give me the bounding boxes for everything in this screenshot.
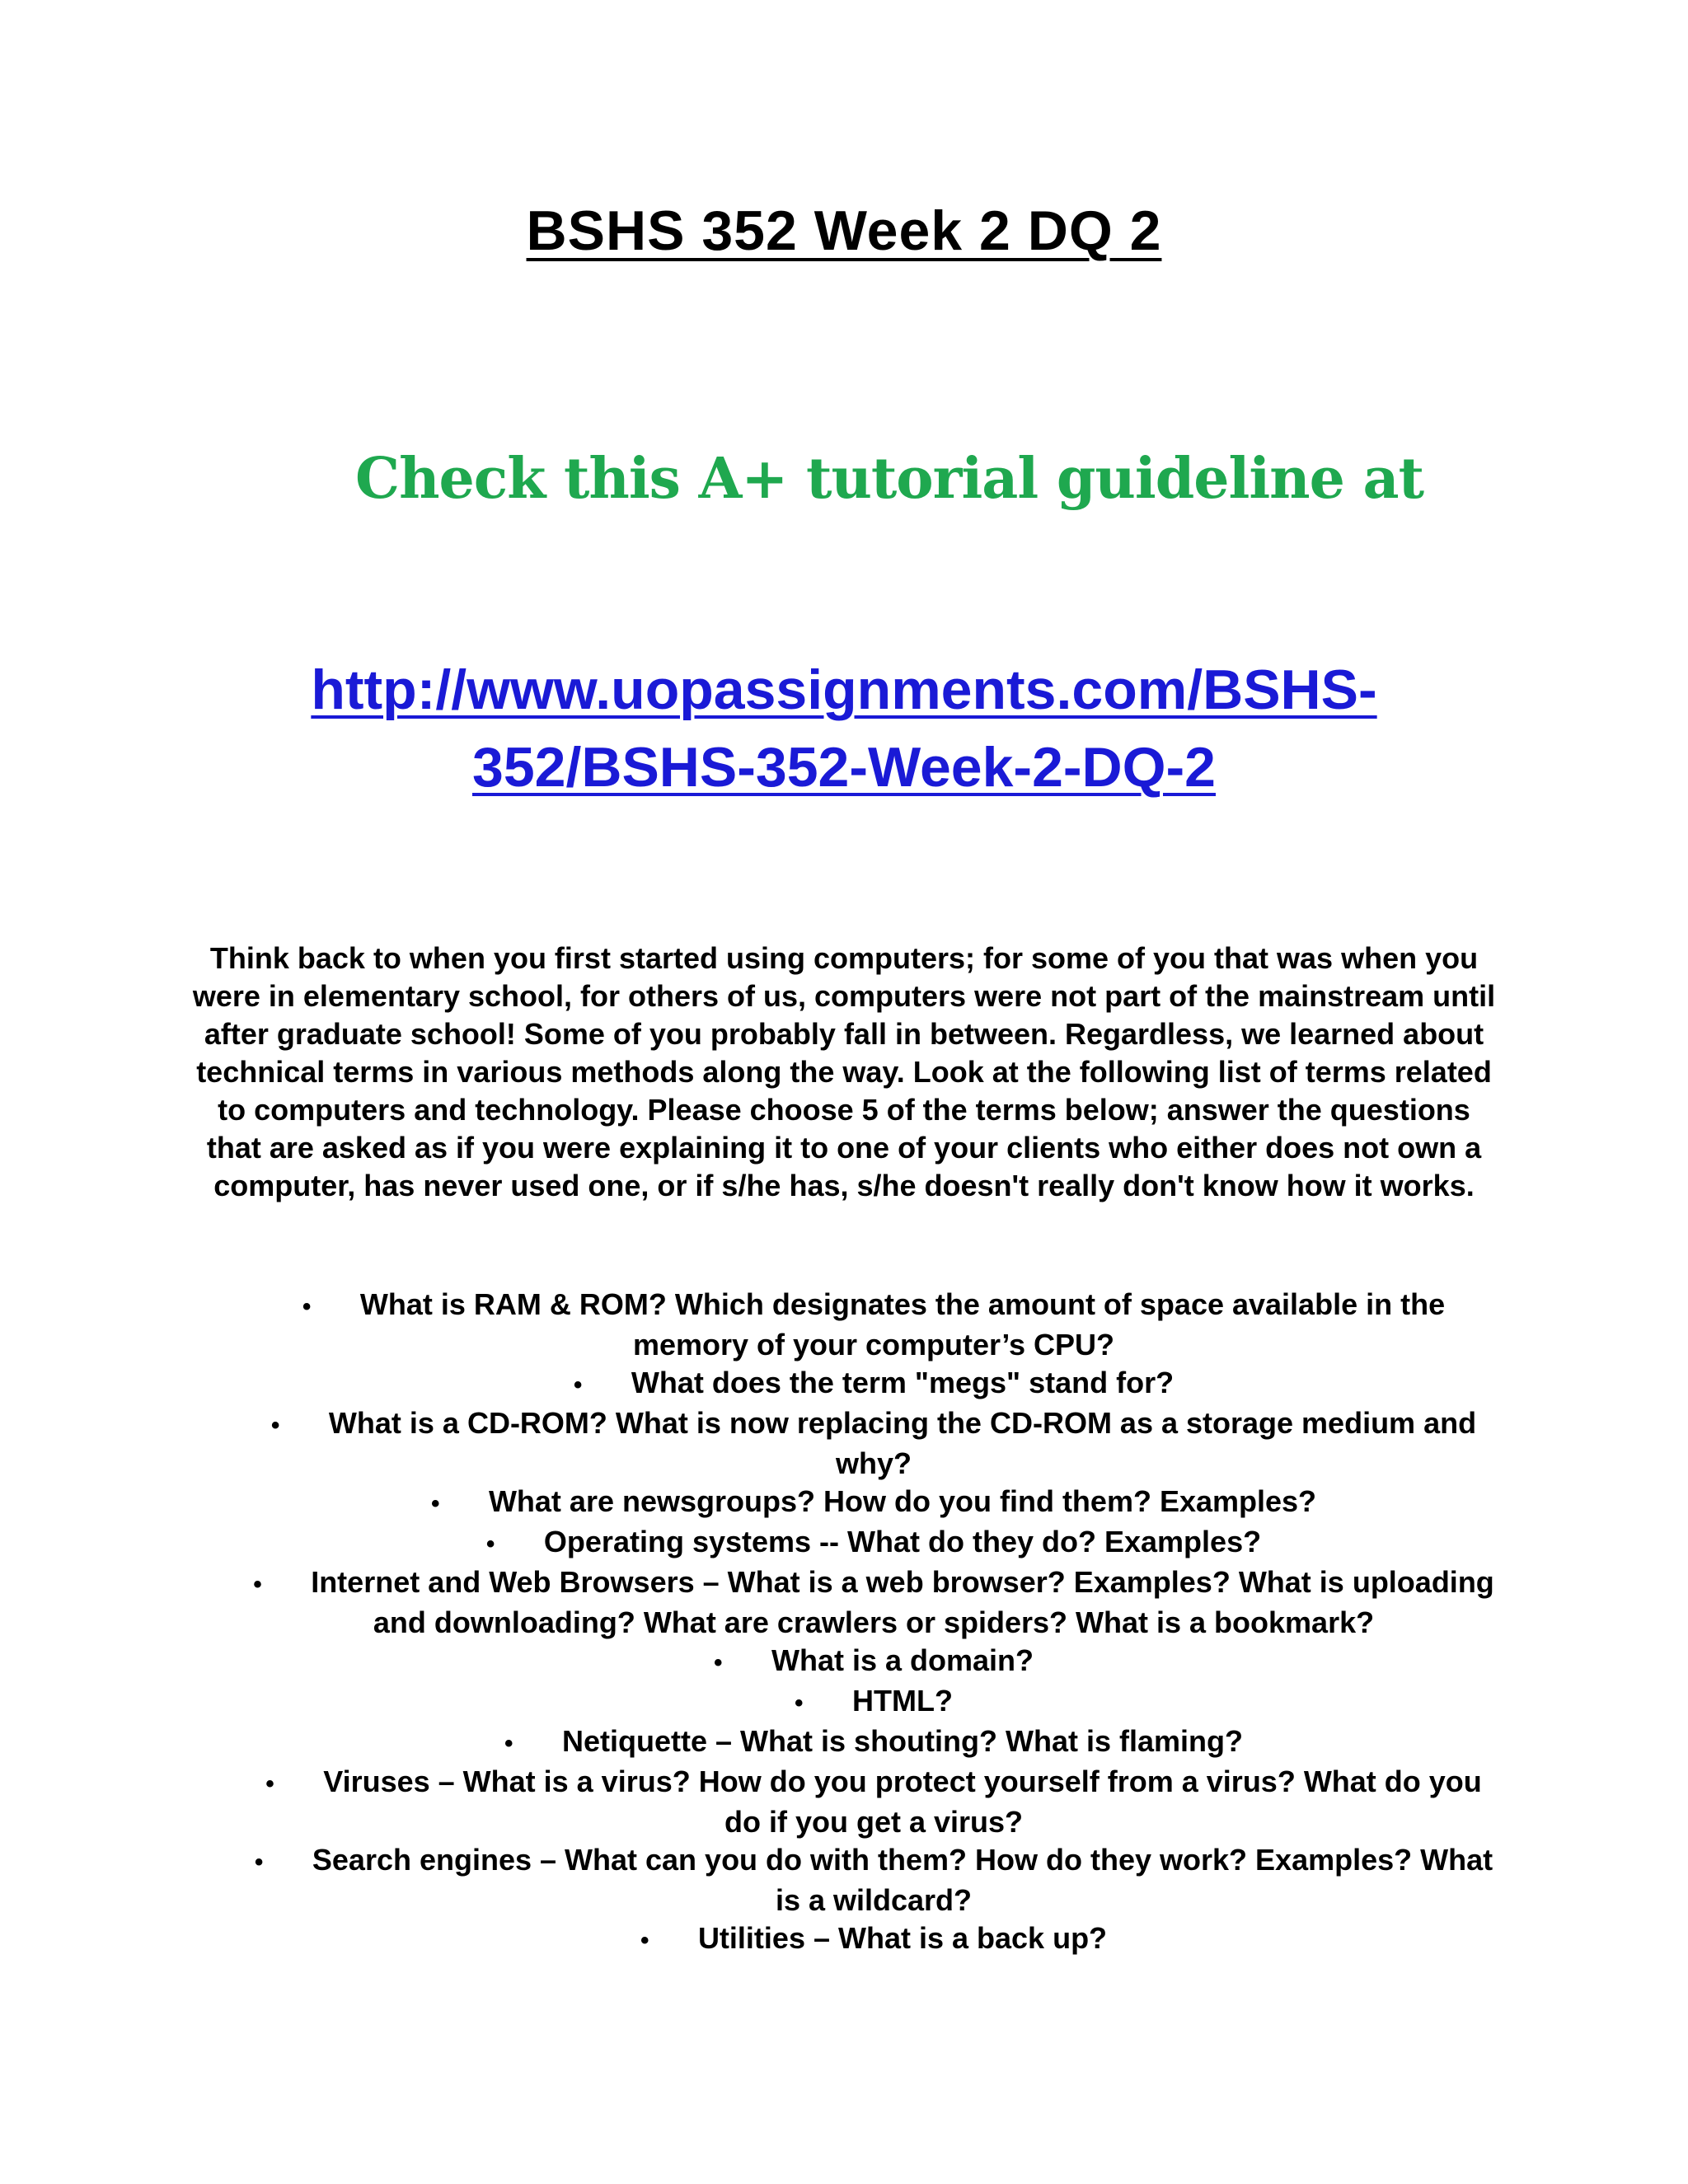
list-item-text: What does the term "megs" stand for? xyxy=(631,1366,1175,1399)
list-item xyxy=(247,1483,1500,1523)
bullet-icon: • xyxy=(254,1849,264,1876)
list-item-text: Operating systems -- What do they do? Examples? xyxy=(543,1525,1262,1558)
page-title-text: BSHS 352 Week 2 DQ 2 xyxy=(526,199,1162,262)
list-item-text: What are newsgroups? How do you find them? Examples? xyxy=(488,1484,1317,1518)
list-item xyxy=(247,1642,1500,1682)
bullet-icon: • xyxy=(430,1490,440,1517)
bullet-icon: • xyxy=(713,1649,723,1676)
tutorial-link-line-1[interactable]: http://www.uopassignments.com/BSHS- xyxy=(311,658,1377,721)
tutorial-link-block xyxy=(0,651,1688,806)
list-item xyxy=(247,1563,1500,1642)
bullet-icon: • xyxy=(504,1730,513,1757)
page-title xyxy=(0,196,1688,265)
bullet-icon: • xyxy=(573,1371,583,1399)
list-item-text: Internet and Web Browsers – What is a web browser? Examples? What is uploading and downloading? What are crawlers or spiders? What is a bookmark? xyxy=(311,1565,1494,1639)
list-item xyxy=(247,1763,1500,1841)
list-item xyxy=(247,1404,1500,1483)
list-item-text: Utilities – What is a back up? xyxy=(697,1921,1108,1955)
list-item xyxy=(247,1364,1500,1404)
list-item xyxy=(247,1841,1500,1919)
list-item xyxy=(247,1523,1500,1563)
bullet-icon: • xyxy=(302,1293,312,1320)
question-list xyxy=(247,1286,1500,1960)
bullet-icon: • xyxy=(253,1571,262,1598)
tutorial-link-line-2[interactable]: 352/BSHS-352-Week-2-DQ-2 xyxy=(472,736,1216,799)
intro-paragraph: Think back to when you first started using computers; for some of you that was when you were in elementary school, for others of us, computers were not part of the mainstream until after graduate school! Some of you probably fall in between. Regardless, we learned about technical terms in various methods along the way. Look at the following list of terms related to computers and technology. Please choose 5 of the terms below; answer the questions that are asked as if you were explaining it to one of your clients who either does not own a computer, has never used one, or if s/he has, s/he doesn't really don't know how it works. xyxy=(192,941,1496,1202)
bullet-icon: • xyxy=(485,1530,495,1558)
list-item-text: What is a domain? xyxy=(771,1643,1034,1677)
list-item xyxy=(247,1919,1500,1960)
list-item-text: What is RAM & ROM? Which designates the amount of space available in the memory of your computer’s CPU? xyxy=(359,1287,1446,1361)
bullet-icon: • xyxy=(795,1690,804,1717)
list-item xyxy=(247,1286,1500,1364)
list-item-text: Viruses – What is a virus? How do you protect yourself from a virus? What do you do if you get a virus? xyxy=(323,1765,1482,1839)
bullet-icon: • xyxy=(640,1927,649,1954)
list-item-text: Search engines – What can you do with them? How do they work? Examples? What is a wildcard? xyxy=(312,1843,1493,1917)
tagline: Check this A+ tutorial guideline at xyxy=(354,446,1424,512)
list-item-text: What is a CD-ROM? What is now replacing the CD-ROM as a storage medium and why? xyxy=(328,1406,1477,1480)
bullet-icon: • xyxy=(265,1770,274,1797)
list-item-text: Netiquette – What is shouting? What is flaming? xyxy=(562,1724,1243,1758)
list-item xyxy=(247,1722,1500,1763)
bullet-icon: • xyxy=(270,1412,280,1439)
list-item xyxy=(247,1682,1500,1722)
list-item-text: HTML? xyxy=(852,1684,953,1718)
